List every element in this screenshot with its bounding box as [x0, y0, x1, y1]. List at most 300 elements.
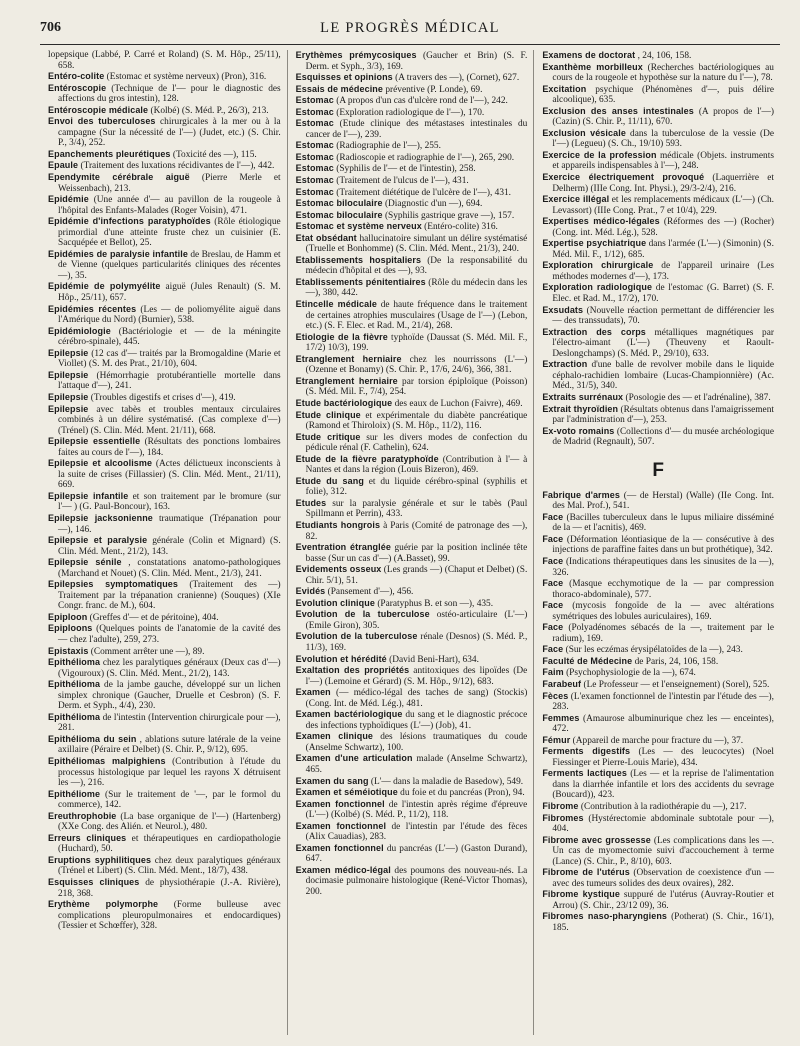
entry-keyword: Estomac [295, 118, 334, 129]
entry-text: (A propos d'un cas d'ulcère rond de l'—), 242. [336, 96, 508, 107]
entry-text: et son traitement par le bromure (sur l'— ) (G. Paul-Boncour), 163. [58, 491, 281, 513]
entry-keyword: Eventration étranglée [295, 542, 391, 553]
entry-keyword: Fibrome avec grossesse [542, 834, 651, 845]
entry-text: (mycosis fongoïde de la — avec altérations symétriques des lobules auriculaires), 169. [552, 601, 774, 622]
entry-keyword: Fibrome kystique [542, 889, 620, 900]
entry-text: du foie et du pancréas (Pron), 94. [400, 788, 525, 799]
index-entry [48, 657, 281, 679]
index-entry [542, 644, 774, 656]
entry-keyword: Epilepsie [48, 369, 89, 380]
entry-text: sur les divers modes de confection du pédicule rénal (F. Cathelin), 624. [305, 432, 528, 454]
entry-text: (Potherat) (S. Chir., 16/1), 185. [552, 912, 774, 934]
index-entry [48, 326, 281, 348]
entry-text: ostéo-articulaire (L'—) (Emile Giron), 305. [305, 610, 528, 631]
entry-keyword: Epilepsie et paralysie [48, 535, 148, 546]
entry-text: (Bacilles tuberculeux dans le lupus miliaire disséminé de la — et l'acnitis), 469. [552, 512, 774, 534]
entry-text: traumatique (Trépanation pour —), 146. [58, 513, 281, 535]
entry-keyword: Fémur [542, 734, 571, 745]
entry-keyword: Estomac [295, 95, 334, 106]
index-entry [542, 84, 774, 106]
entry-keyword: Epidémie [48, 194, 89, 205]
index-entry [296, 299, 528, 332]
index-entry [48, 404, 281, 437]
entry-keyword: Examen bactériologique [295, 709, 403, 720]
index-entry [48, 679, 281, 712]
entry-keyword: Etablissements hospitaliers [295, 254, 422, 265]
entry-text: suppuré de l'utérus (Auvray-Routier et Arrou) (S. Chir., 23/12 09), 36. [552, 890, 774, 911]
index-entry [542, 216, 774, 238]
index-entry [296, 398, 528, 410]
entry-keyword: Estomac [295, 163, 334, 174]
entry-keyword: Evolution clinique [295, 597, 375, 608]
entry-keyword: Entéro-colite [48, 71, 105, 82]
entry-text: (Rôle du médecin dans les —), 380, 442. [305, 277, 528, 299]
entry-keyword: Examen fonctionnel [295, 820, 387, 831]
index-entry [48, 579, 281, 612]
entry-text: (Nouvelle réaction permettant de différencier les — des transsudats), 70. [552, 305, 774, 327]
index-entry [296, 520, 528, 542]
entry-text: (L'— dans la maladie de Basedow), 549. [370, 776, 524, 787]
entry-text: (Psychophysiologie de la —), 674. [566, 668, 696, 679]
entry-text: chez les paralytiques généraux (Deux cas d'—) (Vigouroux) (S. Clin. Méd. Ment., 21/2), 143. [58, 658, 281, 679]
entry-text: (Les — de poliomyélite aiguë dans l'Amérique du Nord) (Burnier), 538. [58, 304, 281, 326]
entry-keyword: Examen [295, 687, 331, 698]
index-entry [48, 71, 281, 83]
index-entry [48, 172, 281, 194]
entry-text: (Toxicité des —), 115. [172, 149, 257, 160]
index-entry [296, 152, 528, 164]
entry-text: et thérapeutiques en cardiopathologie (Huchard), 50. [58, 833, 281, 855]
entry-keyword: Erythèmes prémycosiques [295, 50, 417, 60]
entry-keyword: Epidémies de paralysie infantile [48, 248, 188, 259]
entry-text: (Pansement d'—), 456. [327, 587, 414, 598]
entry-keyword: Fibrome [542, 801, 579, 811]
index-entry [296, 799, 528, 821]
index-entry [296, 476, 528, 498]
entry-keyword: Essais de médecine [295, 83, 384, 94]
entry-keyword: Fabrique d'armes [542, 489, 620, 500]
entry-text: (Traitement des luxations récidivantes de l'—), 442. [80, 161, 275, 172]
index-entry [542, 106, 774, 128]
entry-keyword: Face [542, 555, 564, 566]
entry-text: (Hémorrhagie protubérantielle mortelle dans l'attaque d'—), 241. [58, 370, 281, 392]
entry-text: , ablations suture latérale de la veine axillaire (Péraire et Delbet) (S. Chir. P., 9/12), 695. [58, 734, 281, 756]
entry-text: du sang et le diagnostic précoce des infections typhoïdiques (L'—) (Job), 41. [305, 710, 528, 731]
index-entry [542, 622, 774, 644]
entry-keyword: Estomac biloculaire [295, 198, 383, 209]
entry-keyword: Etincelle médicale [295, 299, 377, 310]
entry-keyword: Farabeuf [542, 678, 582, 689]
entry-keyword: Epilepsie essentielle [48, 436, 141, 447]
index-entry [542, 534, 774, 556]
index-entry [542, 556, 774, 578]
index-entry [542, 404, 774, 426]
entry-text: (Exploration radiologique de l'—), 170. [336, 107, 485, 118]
entry-keyword: Etranglement herniaire [295, 375, 398, 386]
entry-text: des poumons des nouveau-nés. La docimasie pulmonaire histologique (René-Victor Thomas), 200. [305, 865, 528, 898]
entry-keyword: Face [542, 578, 564, 589]
entry-keyword: Entéroscopie [48, 82, 107, 93]
index-entry [296, 332, 528, 354]
entry-text: (Résultats des ponctions lombaires faites au cours de l'—), 184. [58, 437, 281, 458]
entry-keyword: Epilepsie [48, 403, 89, 414]
index-entry [296, 787, 528, 799]
index-entry [48, 194, 281, 216]
entry-keyword: Exaltation des propriétés [295, 665, 410, 676]
entry-text: (Troubles digestifs et crises d'—), 419. [90, 392, 236, 403]
index-entry [542, 194, 774, 216]
entry-keyword: Ferments lactiques [542, 768, 627, 779]
entry-keyword: Epilepsie sénile [48, 557, 122, 568]
entry-text: métalliques magnétiques par l'électro-aimant (L'—) (Theuveny et Raoult-Deslongchamps) (S. Méd. P., 29/10), 633. [552, 327, 774, 359]
index-entry [296, 187, 528, 199]
entry-text: à Paris (Comité de patronage des —), 82. [305, 520, 528, 542]
entry-text: lopepsique (Labbé, P. Carré et Roland) (S. M. Hôp., 25/11), 658. [48, 50, 281, 71]
index-entry [48, 899, 281, 932]
index-entry [296, 665, 528, 687]
entry-text: (Comment arrêter une —), 89. [90, 646, 205, 657]
index-entry [48, 789, 281, 811]
entry-text: (— médico-légal des taches de sang) (Stockis) (Cong. Int. de Méd. Lég.), 481. [305, 688, 528, 709]
entry-keyword: Exercice de la profession [542, 149, 657, 160]
index-entry [542, 600, 774, 622]
entry-text: (Posologie des — et l'adrénaline), 387. [625, 392, 771, 403]
index-column-right [533, 50, 780, 1035]
entry-keyword: Face [542, 622, 564, 633]
entry-text: de l'estomac (G. Barret) (S. F. Elec. et Rad. M., 17/2), 170. [552, 283, 774, 305]
entry-text: (— de Herstal) (Walle) (IIe Cong. Int. des Mal. Prof.), 541. [552, 490, 774, 512]
entry-keyword: Estomac et système nerveux [295, 221, 422, 232]
entry-keyword: Ferments digestifs [542, 746, 631, 757]
entry-keyword: Epithéliomas malpighiens [48, 756, 166, 766]
index-entry [296, 564, 528, 586]
entry-text: (Forme bulleuse avec complications pleuropulmonaires et endocardiques) (Tessier et Schœffer), 328. [58, 900, 281, 932]
entry-text: (Kolbé) (S. Méd. P., 26/3), 213. [150, 105, 269, 116]
entry-text: (Indications thérapeutiques dans les sinusites de la —), 326. [552, 556, 774, 578]
entry-keyword: Face [542, 600, 564, 611]
index-column-left [40, 50, 287, 1035]
index-entry [48, 557, 281, 579]
index-columns [40, 50, 780, 1035]
entry-text: guérie par la position inclinée tête basse (Sur un cas d'—) (A.Basset), 99. [305, 543, 528, 564]
entry-text: (Une année d'— au pavillon de la rougeole à l'hôpital des Enfants-Malades (Roger Voisin), 471. [58, 195, 281, 216]
entry-keyword: Esquisses et opinions [295, 72, 393, 83]
entry-keyword: Estomac biloculaire [295, 209, 383, 220]
entry-text: dans la tuberculose de la vessie (De l'—) (Legueu) (S. Ch., 19/10) 593. [552, 128, 774, 150]
index-entry [48, 855, 281, 877]
index-entry [542, 801, 774, 813]
entry-text: (Traitement diététique de l'ulcère de l'—), 431. [336, 187, 512, 198]
index-entry [296, 687, 528, 709]
index-entry [542, 691, 774, 713]
index-entry [296, 354, 528, 376]
header-rule [40, 44, 780, 45]
index-column-middle [287, 50, 534, 1035]
index-entry [48, 646, 281, 658]
index-entry [296, 454, 528, 476]
index-entry [542, 128, 774, 150]
entry-keyword: Examen d'une articulation [295, 753, 413, 764]
entry-keyword: Epilepsies symptomatiques [48, 579, 179, 590]
entry-text: préventive (P. Londe), 69. [385, 84, 483, 95]
entry-keyword: Etude critique [295, 431, 361, 442]
entry-text: (Sur les eczémas érysipélatoïdes de la —), 243. [565, 645, 743, 656]
entry-text: (Les — des leucocytes) (Noel Fiessinger et Pierre-Louis Marie), 434. [552, 747, 774, 768]
entry-keyword: Epithélioma [48, 711, 101, 722]
entry-keyword: Epistaxis [48, 645, 89, 656]
entry-text: de physiothérapie (J.-A. Rivière), 218, 368. [58, 878, 281, 899]
index-entry [296, 233, 528, 255]
index-entry [542, 835, 774, 868]
index-entry [296, 107, 528, 119]
entry-text: de la jambe gauche, développé sur un lichen simplex chronique (Gaucher, Druelle et Cesbron) (S. F. Derm. et Syph., 4/4), 230. [58, 680, 281, 712]
entry-text: (Traitement des —) Traitement par la trépanation cranienne) (Souques) (XIe Congr. franc. de M.), 604. [58, 580, 281, 612]
index-entry [296, 432, 528, 454]
index-entry [48, 281, 281, 303]
index-entry [542, 260, 774, 282]
entry-keyword: Entéroscopie médicale [48, 104, 149, 115]
page-number: 706 [40, 20, 61, 35]
index-entry [48, 734, 281, 756]
entry-text: (Bactériologie et — de la méningite cérébro-spinale), 445. [58, 326, 281, 348]
index-entry [542, 490, 774, 512]
index-entry [48, 160, 281, 172]
entry-keyword: Estomac [295, 175, 334, 186]
index-entry [296, 498, 528, 520]
entry-text: par torsion épiploïque (Poisson) (S. Méd. Mil. F., 7/4), 254. [305, 376, 528, 398]
entry-text: générale (Colin et Mignard) (S. Clin. Méd. Ment., 21/2), 143. [58, 536, 281, 557]
index-entry [296, 163, 528, 175]
index-entry [542, 656, 774, 668]
index-entry [48, 216, 281, 249]
entry-keyword: Examen médico-légal [295, 864, 391, 875]
entry-text: (Entéro-colite) 316. [424, 222, 498, 233]
entry-text: (Diagnostic d'un —), 694. [384, 199, 483, 210]
index-entry [48, 712, 281, 734]
index-entry [542, 305, 774, 327]
entry-keyword: Face [542, 533, 564, 544]
entry-keyword: Etudiants hongrois [295, 519, 381, 530]
index-entry [542, 392, 774, 404]
index-entry [296, 72, 528, 84]
entry-keyword: Epithélioma [48, 679, 101, 690]
index-entry [296, 255, 528, 277]
entry-text: (Radioscopie et radiographie de l'—), 265, 290. [336, 152, 515, 163]
index-entry [542, 679, 774, 691]
entry-text: de Paris, 24, 106, 158. [634, 656, 719, 667]
index-entry [296, 50, 528, 72]
entry-keyword: Fèces [542, 690, 569, 701]
entry-keyword: Epidémie d'infections paratyphoïdes [48, 216, 211, 227]
entry-keyword: Evidés [295, 586, 326, 597]
entry-keyword: Exanthème morbilleux [542, 61, 643, 72]
index-entry [296, 843, 528, 865]
entry-keyword: Epithélioma du sein [48, 733, 137, 744]
entry-text: (Observation de coexistence d'un — avec des tumeurs solides des deux ovaires), 282. [552, 868, 774, 889]
index-entry [542, 746, 774, 768]
entry-keyword: Evidements osseux [295, 564, 382, 575]
entry-text: de l'intestin après régime d'épreuve (L'—) (Kolbé) (S. Méd. P., 11/2), 118. [305, 799, 528, 821]
entry-text: (Syphilis gastrique grave —), 157. [384, 210, 515, 221]
entry-keyword: Evolution et hérédité [295, 653, 387, 664]
index-entry [296, 140, 528, 152]
index-entry [296, 776, 528, 788]
index-entry [48, 105, 281, 117]
index-entry [296, 709, 528, 731]
index-entry [542, 359, 774, 392]
entry-keyword: Etat obsédant [295, 232, 357, 243]
entry-keyword: Estomac [295, 140, 334, 151]
entry-text: sur la paralysie générale et sur le tabès (Paul Spillmann et Perrin), 433. [305, 498, 528, 520]
entry-keyword: Ex-voto romains [542, 425, 615, 436]
entry-text: (Gaucher et Brin) (S. F. Derm. et Syph., 3/3), 169. [305, 51, 528, 72]
index-entry [48, 612, 281, 624]
entry-text: de l'intestin par l'étude des fèces (Alix Cauadias), 283. [305, 821, 528, 843]
entry-text: (Résultats obtenus dans l'amaigrissement par l'administration d'—), 253. [552, 404, 774, 426]
entry-keyword: Examens de doctorat [542, 50, 636, 60]
entry-keyword: Etude clinique [295, 409, 361, 420]
index-entry [48, 116, 281, 149]
index-entry [542, 426, 774, 448]
index-entry [48, 304, 281, 326]
entry-text: (A travers des —), (Cornet), 627. [395, 73, 520, 84]
entry-text: (Quelques points de l'anatomie de la cavité des — chez l'adulte), 259, 273. [58, 624, 281, 645]
index-entry [542, 578, 774, 600]
entry-text: (Radiographie de l'—), 255. [336, 141, 441, 152]
entry-keyword: Epidémiologie [48, 325, 111, 336]
entry-keyword: Envoi des tuberculoses [48, 116, 156, 127]
entry-text: (Traitement de l'ulcus de l'—), 431. [336, 176, 469, 187]
entry-text: (David Beni-Hart), 634. [389, 654, 479, 665]
index-entry [48, 513, 281, 535]
entry-keyword: Extraction [542, 359, 588, 370]
index-entry [542, 512, 774, 534]
index-entry [542, 867, 774, 889]
index-entry [542, 735, 774, 747]
entry-text: (Contribution à l'étude du processus histologique par lequel les rayons X détruisent les —), 216. [58, 757, 281, 789]
entry-keyword: Faim [542, 667, 564, 678]
index-entry [296, 609, 528, 631]
entry-text: malade (Anselme Schwartz), 465. [305, 754, 528, 775]
entry-keyword: Ependymite cérébrale aiguë [48, 172, 190, 183]
index-entry [48, 370, 281, 392]
entry-text: (Amaurose albuminurique chez les — enceintes), 472. [552, 713, 774, 735]
entry-keyword: Ereuthrophobie [48, 810, 117, 821]
entry-keyword: Estomac [295, 151, 334, 162]
entry-keyword: Epaule [48, 160, 79, 171]
entry-keyword: Examen du sang [295, 775, 369, 786]
entry-keyword: Fibromes naso-pharyngiens [542, 911, 668, 922]
entry-keyword: Epilepsie infantile [48, 490, 129, 501]
entry-text: (Collections d'— du musée archéologique de Madrid (Regnault), 507. [552, 426, 774, 448]
index-entry [296, 221, 528, 233]
index-entry [296, 586, 528, 598]
entry-text: d'une balle de revolver mobile dans le liquide céphalo-rachidien lombaire (Lucas-Championnière) (Ac. Méd., 31/5), 340. [552, 360, 774, 392]
index-entry [48, 756, 281, 789]
index-entry [542, 911, 774, 933]
entry-text: (12 cas d'— traités par la Bromogaldine (Marie et Viollet) (S. M. des Prat., 21/10), 604. [58, 348, 281, 370]
index-entry [542, 813, 774, 835]
entry-text: (Contribution à la radiothérapie du —), 217. [580, 802, 747, 812]
entry-text: et du liquide cérébro-spinal (syphilis et folie), 312. [305, 476, 528, 498]
index-entry [296, 542, 528, 564]
entry-keyword: Exsudats [542, 304, 584, 315]
section-letter: F [652, 459, 664, 481]
entry-keyword: Etranglement herniaire [295, 353, 402, 364]
entry-keyword: Estomac [295, 186, 334, 197]
entry-keyword: Exclusion vésicale [542, 127, 626, 138]
index-entry [296, 631, 528, 653]
index-entry [48, 833, 281, 855]
entry-keyword: Exercice illégal [542, 194, 610, 205]
entry-text: (Etude clinique des métastases intestinales du cancer de l'—), 239. [305, 119, 528, 140]
entry-text: (Le Professeur — et l'enseignement) (Sorel), 525. [583, 679, 770, 690]
index-entry [48, 877, 281, 899]
entry-text: chirurgicales à la mer ou à la campagne (Sur la nécessité de l'—) (Judet, etc.) (S. Chir. P., 3/4), 252. [58, 117, 281, 149]
entry-text: (Hystérectomie abdominale subtotale pour —), 404. [552, 813, 774, 835]
entry-keyword: Exploration radiologique [542, 282, 653, 293]
index-entry [48, 392, 281, 404]
entry-text: (Technique de l'— pour le diagnostic des affections du gros intestin), 128. [58, 83, 281, 105]
entry-keyword: Epiploons [48, 623, 93, 634]
page-header [40, 20, 780, 42]
entry-keyword: Estomac [295, 106, 334, 117]
entry-text: (Déformation léontiasique de la — consécutive à des injections de paraffine faites dans un but prothétique), 342. [552, 534, 774, 556]
index-entry [542, 667, 774, 679]
entry-keyword: Exploration chirurgicale [542, 260, 654, 271]
index-entry [48, 436, 281, 458]
index-entry [542, 238, 774, 260]
entry-text: de haute fréquence dans le traitement de certaines atrophies musculaires (Usage de l'—) (Lebon, etc.) (S. F. Elec. et Rad. M., 21/4), 268. [305, 300, 528, 332]
entry-text: (Greffes d'— et de péritoine), 404. [89, 612, 219, 623]
entry-text: chez deux paralytiques généraux (Trénel et Libert) (S. Clin. Méd. Ment., 18/7), 438. [58, 855, 281, 877]
entry-text: (Les — et la reprise de l'alimentation dans la diarrhée infantile et lors des accidents du sevrage (Boucard)), 423. [552, 769, 774, 801]
index-entry [296, 376, 528, 398]
entry-text: médicale (Objets. instruments et appareils indispensables à l'—), 248. [552, 150, 774, 172]
entry-text: (Appareil de marche pour fracture du —), 37. [572, 735, 744, 746]
entry-keyword: Etablissements pénitentiaires [295, 276, 426, 287]
entry-text: des lésions traumatiques du coude (Anselme Schwartz), 100. [305, 732, 528, 753]
entry-text: (Actes délictueux inconscients à la suite de crises (Fillassier) (S. Clin. Méd. Ment., 21/11), 669. [58, 459, 281, 491]
index-entry [542, 327, 774, 360]
entry-text: antitoxiques des lipoïdes (De l'—) (Lemoine et Gérard) (S. M. Hôp., 9/12), 683. [305, 666, 528, 687]
entry-keyword: Expertise psychiatrique [542, 238, 647, 249]
entry-keyword: Extrait thyroïdien [542, 403, 619, 414]
index-entry [48, 811, 281, 833]
entry-keyword: Etude du sang [295, 475, 364, 486]
index-entry [48, 491, 281, 513]
entry-text: (Réformes des —) (Rocher) (Cong. int. Méd. Lég.), 528. [552, 217, 774, 238]
entry-text: (La base organique de l'—) (Hartenberg) (XXe Cong. des Alién. et Neurol.), 480. [58, 811, 281, 833]
index-entry [48, 249, 281, 282]
entry-text: (Les complications dans les —. Un cas de myomectomie suivi d'accouchement à terme (Lance) (S. Chir., P., 8/10), 603. [552, 835, 774, 867]
entry-text: du pancréas (L'—) (Gaston Durand), 647. [305, 843, 528, 865]
entry-keyword: Fibrome de l'utérus [542, 867, 630, 878]
index-entry [542, 282, 774, 304]
entry-keyword: Epithélioma [48, 657, 101, 668]
entry-text: rénale (Desnos) (S. Méd. P., 11/3), 169. [305, 632, 528, 653]
entry-text: (Polyadénomes sébacés de la —, traitement par le radium), 169. [552, 623, 774, 644]
entry-text: et les remplacements médicaux (L'—) (Ch. Levassort) (IIIe Cong. Prat., 7 et 10/4), 229. [552, 195, 774, 216]
index-entry [296, 731, 528, 753]
entry-text: de Breslau, de Hamm et de Vienne (quelques particularités cliniques des récentes —), 35. [58, 249, 281, 281]
entry-keyword: Extraction des corps [542, 326, 646, 337]
index-entry [542, 768, 774, 801]
entry-keyword: Etudes [295, 497, 327, 508]
entry-text: (Syphilis de l'— et de l'intestin), 258. [336, 164, 476, 175]
index-entry [296, 654, 528, 666]
entry-keyword: Etude de la fièvre paratyphoïde [295, 453, 439, 464]
